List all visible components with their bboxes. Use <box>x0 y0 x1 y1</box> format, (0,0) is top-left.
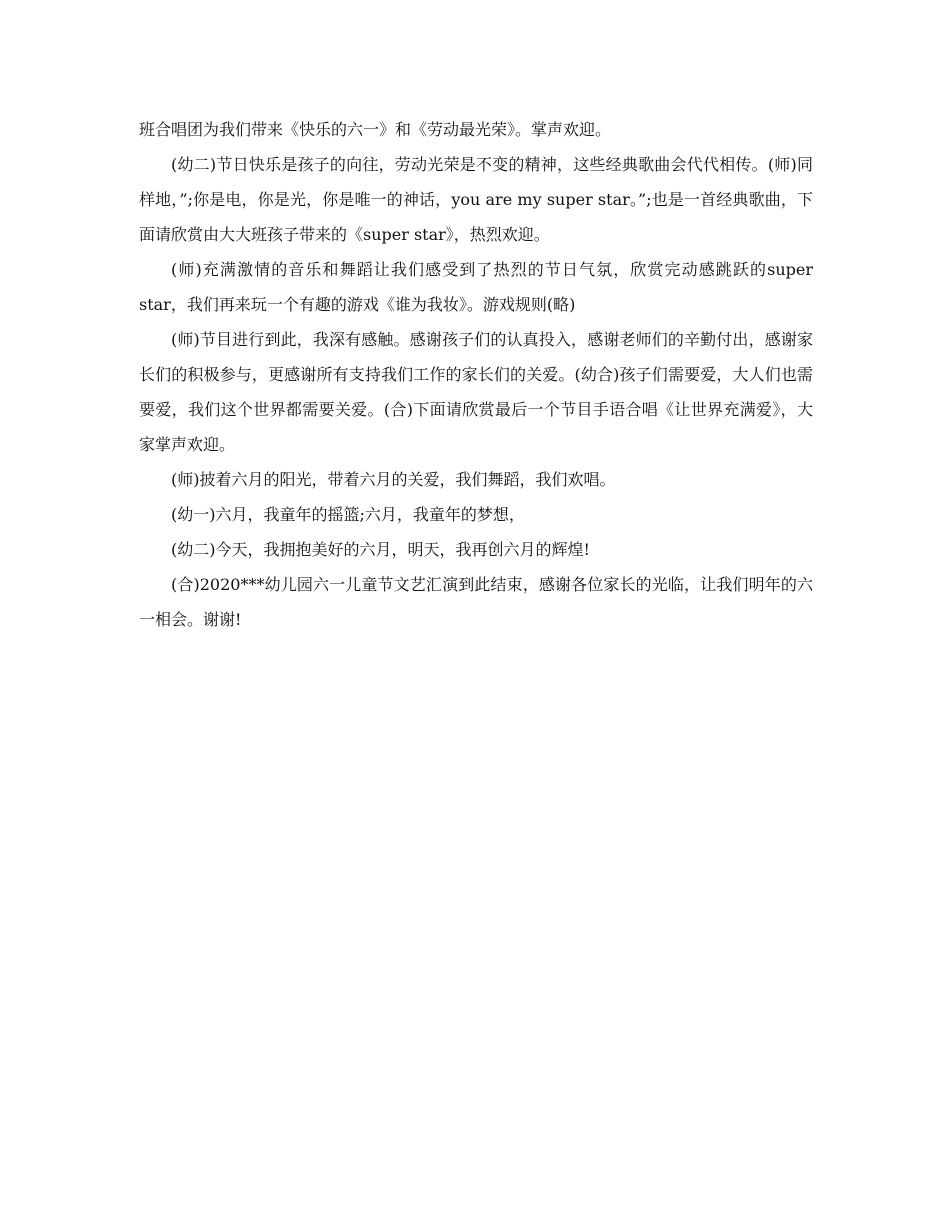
paragraph-5: (师)披着六月的阳光，带着六月的关爱，我们舞蹈，我们欢唱。 <box>171 470 616 489</box>
paragraph-6: (幼一)六月，我童年的摇篮;六月，我童年的梦想， <box>171 505 525 524</box>
paragraph-1: 班合唱团为我们带来《快乐的六一》和《劳动最光荣》。掌声欢迎。 <box>139 120 612 139</box>
paragraph-2: (幼二)节日快乐是孩子的向往，劳动光荣是不变的精神，这些经典歌曲会代代相传。(师)同样地，”;你是电，你是光，你是唯一的神话，you are my super star。”;也是一首经典歌曲，下面请欣赏由大大班孩子带来的《super star》，热烈欢迎。 <box>139 155 813 244</box>
paragraph-8: (合)2020***幼儿园六一儿童节文艺汇演到此结束，感谢各位家长的光临，让我们明年的六一相会。谢谢! <box>139 575 813 629</box>
paragraph-4: (师)节目进行到此，我深有感触。感谢孩子们的认真投入，感谢老师们的辛勤付出，感谢家长们的积极参与，更感谢所有支持我们工作的家长们的关爱。(幼合)孩子们需要爱，大人们也需要爱，我们这个世界都需要关爱。(合)下面请欣赏最后一个节目手语合唱《让世界充满爱》，大家掌声欢迎。 <box>139 330 813 454</box>
paragraph-7: (幼二)今天，我拥抱美好的六月，明天，我再创六月的辉煌! <box>171 540 590 559</box>
paragraph-3: (师)充满激情的音乐和舞蹈让我们感受到了热烈的节日气氛，欣赏完动感跳跃的super star，我们再来玩一个有趣的游戏《谁为我妆》。游戏规则(略) <box>139 260 813 314</box>
document-body <box>139 112 813 637</box>
